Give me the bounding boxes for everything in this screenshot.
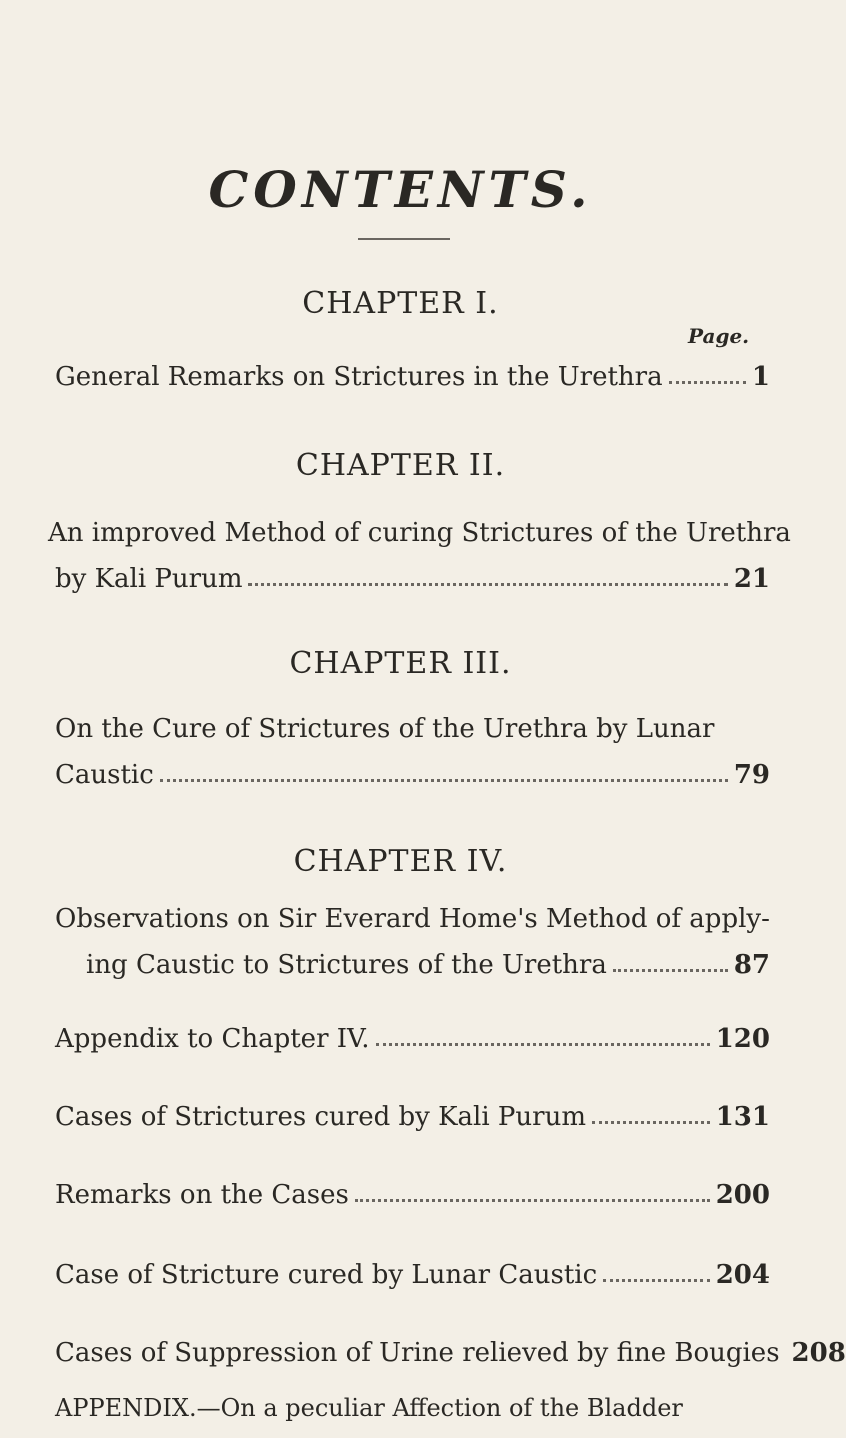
toc-entry-9: [55, 1338, 846, 1368]
toc-entry-7: [55, 1182, 770, 1208]
chapter-2-heading: CHAPTER II.: [295, 448, 506, 483]
entry-text: ing Caustic to Strictures of the Urethra: [86, 950, 607, 980]
dot-leader: [376, 1043, 710, 1046]
entry-page: 208: [791, 1338, 846, 1368]
dot-leader: [603, 1279, 710, 1282]
toc-entry-4-line1: Observations on Sir Everard Home's Method of apply-: [55, 904, 770, 934]
entry-text: Cases of Suppression of Urine relieved by fine Bougies: [55, 1338, 780, 1368]
entry-text: General Remarks on Strictures in the Urethra: [55, 362, 663, 392]
toc-entry-1: [55, 364, 770, 390]
entry-page: 204: [715, 1260, 770, 1290]
dot-leader: [248, 583, 727, 586]
entry-page: 200: [715, 1180, 770, 1210]
page-column-label: Page.: [688, 324, 750, 348]
entry-page: 120: [715, 1024, 770, 1054]
entry-text: Case of Stricture cured by Lunar Caustic: [55, 1260, 598, 1290]
dot-leader: [160, 779, 728, 782]
dot-leader: [355, 1199, 710, 1202]
entry-text: by Kali Purum: [55, 564, 243, 594]
chapter-4-heading: CHAPTER IV.: [293, 844, 508, 879]
entry-text: Appendix to Chapter IV.: [55, 1024, 370, 1054]
entry-text: Remarks on the Cases: [55, 1180, 349, 1210]
dot-leader: [613, 969, 728, 972]
entry-page: 131: [715, 1102, 770, 1132]
toc-entry-5: [55, 1026, 770, 1052]
chapter-1-heading: CHAPTER I.: [302, 286, 499, 321]
toc-entry-4: [86, 952, 770, 978]
dot-leader: [669, 381, 746, 384]
toc-entry-6: [55, 1104, 770, 1130]
entry-text: Cases of Strictures cured by Kali Purum: [55, 1102, 586, 1132]
toc-entry-3-line1: On the Cure of Strictures of the Urethra by Lunar: [55, 714, 715, 744]
entry-page: 79: [733, 760, 770, 790]
toc-entry-2-line1: An improved Method of curing Strictures of the Urethra: [48, 518, 791, 548]
toc-entry-3: [55, 762, 770, 788]
toc-entry-10-line1: APPENDIX.—On a peculiar Affection of the Bladder: [55, 1394, 683, 1422]
title-rule: [358, 238, 450, 240]
chapter-3-heading: CHAPTER III.: [289, 646, 512, 681]
dot-leader: [592, 1121, 710, 1124]
entry-page: 21: [733, 564, 770, 594]
page-title: CONTENTS.: [208, 160, 593, 219]
toc-entry-8: [55, 1262, 770, 1288]
entry-text: Caustic: [55, 760, 154, 790]
entry-page: 87: [733, 950, 770, 980]
entry-page: 1: [751, 362, 770, 392]
toc-entry-2: [55, 566, 770, 592]
